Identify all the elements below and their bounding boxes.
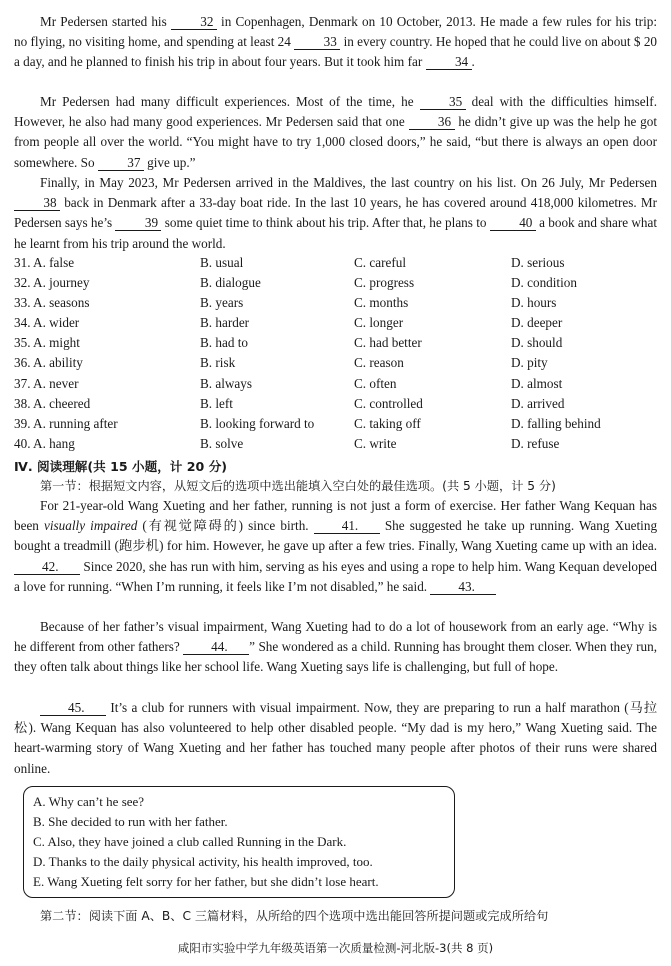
text: Since 2020, she has run with him, serving as his eyes and using a rope to help him. Wang Kequan developed a love for running. “When I’m running, it feels like I’m not disabled,” he said.	[14, 558, 658, 594]
blank-38: 38	[14, 195, 60, 211]
option-choice: C. reason	[354, 355, 404, 371]
blank-40: 40	[490, 215, 536, 231]
option-choice: 38. A. cheered	[14, 395, 91, 411]
option-choice: 32. A. journey	[14, 275, 90, 291]
text: in Copenhagen, Denmark on 10 October, 2013. He made a few rules for his trip: no flying, no visiting home, and spending at least 24	[14, 14, 657, 50]
option-choice: B. dialogue	[200, 275, 261, 291]
option-choice: D. arrived	[511, 395, 565, 411]
option-choice: D. should	[511, 335, 563, 351]
option-row	[14, 414, 657, 434]
option-choice: C. write	[354, 435, 397, 451]
blank-33: 33	[294, 34, 340, 50]
option-row	[14, 253, 657, 273]
text: ” She wondered as a child. Running has brought them closer. When they run, they often talk about things like her school life. Wang Xueting says life is challenging, but full of hope.	[14, 639, 658, 675]
italic-term: visually impaired	[44, 518, 138, 534]
option-row	[14, 394, 657, 414]
reading-paragraph-2	[14, 617, 657, 678]
option-choice: B. years	[200, 295, 244, 311]
option-choice: D. serious	[511, 255, 565, 270]
option-row	[14, 374, 657, 394]
option-choice: C. careful	[354, 255, 406, 270]
option-choice: D. deeper	[511, 315, 563, 331]
text: .	[471, 54, 475, 70]
option-row	[14, 293, 657, 313]
option-choice: C. longer	[354, 315, 404, 331]
option-choice: B. risk	[200, 355, 236, 371]
option-choice: 31. A. false	[14, 255, 75, 270]
option-choice: B. left	[200, 395, 233, 411]
blank-43: 43.	[430, 579, 496, 595]
option-choice: B. usual	[200, 255, 244, 270]
choice-b: B. She decided to run with her father.	[33, 814, 228, 829]
text: Because of her father’s visual impairment, Wang Xueting had to do a lot of housework from an early age. “Why is he different from other fathers?	[14, 619, 657, 655]
choice-d: D. Thanks to the daily physical activity, his health improved, too.	[33, 854, 373, 869]
text: Mr Pedersen started his	[40, 14, 167, 29]
reading-paragraph-1	[14, 496, 657, 597]
option-choice: 33. A. seasons	[14, 295, 90, 311]
option-choice: 37. A. never	[14, 375, 79, 391]
text: For 21-year-old Wang Xueting and her father, running is not just a form of exercise. Her father Wang Kequan has been	[14, 498, 657, 534]
option-choice: C. taking off	[354, 415, 421, 431]
blank-35: 35	[420, 94, 466, 110]
option-choice: D. pity	[511, 355, 548, 371]
option-choice: 36. A. ability	[14, 355, 83, 371]
option-row	[14, 333, 657, 353]
option-choice: C. months	[354, 295, 409, 311]
blank-34: 34	[426, 54, 472, 70]
cloze-paragraph-1	[14, 12, 657, 73]
option-choice: D. falling behind	[511, 415, 601, 431]
option-choice: C. had better	[354, 335, 422, 351]
text: in every country. He hoped that he could live on about $ 20 a day, and he planned to finish his trip in about four years. But it took him far	[14, 34, 658, 70]
option-choice: B. had to	[200, 335, 248, 351]
text: Mr Pedersen had many difficult experiences. Most of the time, he	[40, 94, 414, 109]
blank-37: 37	[98, 155, 144, 171]
option-choice: C. controlled	[354, 395, 423, 411]
option-choice: 39. A. running after	[14, 415, 118, 431]
cloze-paragraph-3	[14, 173, 657, 254]
text: She suggested he take up running. Wang Xueting bought a treadmill (跑步机) for him. However, he gave up after a few tries. Finally, Wang Xueting came up with an idea.	[14, 518, 658, 554]
page-footer: 咸阳市实验中学九年级英语第一次质量检测-河北版-3(共 8 页)	[177, 941, 494, 955]
text: back in Denmark after a 33-day boat ride. In the last 10 years, he has covered around 418,000 kilometres. Mr Pedersen says he’s	[14, 195, 658, 231]
option-row	[14, 353, 657, 373]
option-choice: C. progress	[354, 275, 415, 291]
option-choice: B. solve	[200, 435, 244, 451]
text: give up.”	[147, 154, 196, 170]
blank-32: 32	[171, 14, 217, 30]
option-choice: B. looking forward to	[200, 415, 315, 431]
text: Finally, in May 2023, Mr Pedersen arrived in the Maldives, the last country on his list. On 26 July, Mr Pedersen	[40, 175, 657, 190]
choice-a: A. Why can’t he see?	[33, 794, 145, 809]
blank-41: 41.	[314, 518, 380, 534]
blank-36: 36	[409, 114, 455, 130]
option-choice: B. always	[200, 375, 253, 391]
blank-44: 44.	[183, 639, 249, 655]
option-row	[14, 273, 657, 293]
options-grid	[14, 253, 657, 454]
option-choice: D. almost	[511, 375, 563, 391]
option-row	[14, 313, 657, 333]
reading-paragraph-3	[14, 698, 657, 779]
section-title: Ⅳ. 阅读理解(共 15 小题，计 20 分)	[14, 459, 228, 474]
blank-45: 45.	[40, 700, 106, 716]
blank-42: 42.	[14, 559, 80, 575]
choice-e: E. Wang Xueting felt sorry for her father, but she didn’t lose heart.	[33, 874, 379, 889]
option-choice: 35. A. might	[14, 335, 80, 351]
option-row	[14, 434, 657, 454]
option-choice: D. refuse	[511, 435, 560, 451]
blank-39: 39	[115, 215, 161, 231]
text: deal with the difficulties himself. However, he also had many good experiences. Mr Pedersen said that one	[14, 94, 657, 130]
option-choice: 40. A. hang	[14, 435, 75, 451]
option-choice: D. hours	[511, 295, 557, 311]
text: a book and share what he learnt from his trip around the world.	[14, 215, 658, 251]
text: he didn’t give up was the help he got from people all over the world. “You might have to try 1,000 closed doors,” he said, “but there is always an open door somewhere. So	[14, 114, 658, 170]
option-choice: C. often	[354, 375, 397, 391]
text: (有视觉障碍的) since birth.	[142, 518, 309, 534]
choice-c: C. Also, they have joined a club called Running in the Dark.	[33, 834, 347, 849]
section-instruction: 第一节：根据短文内容，从短文后的选项中选出能填入空白处的最佳选项。(共 5 小题，计 5 分)	[40, 479, 556, 493]
option-choice: 34. A. wider	[14, 315, 80, 331]
cloze-paragraph-2	[14, 92, 657, 173]
part2-instruction: 第二节：阅读下面 A、B、C 三篇材料，从所给的四个选项中选出能回答所提问题或完成所给句	[40, 909, 549, 923]
text: It’s a club for runners with visual impairment. Now, they are preparing to run a half marathon (马拉松). Wang Kequan has also volunteered to help other disabled people. “My dad is my hero,” Wang Xueting said. The heart-warming story of Wang Xueting and her father has touched many people after photos of their runs were shared online.	[14, 700, 658, 776]
text: some quiet time to think about his trip. After that, he plans to	[164, 215, 487, 231]
choice-box	[23, 786, 455, 898]
option-choice: D. condition	[511, 275, 577, 291]
option-choice: B. harder	[200, 315, 250, 331]
